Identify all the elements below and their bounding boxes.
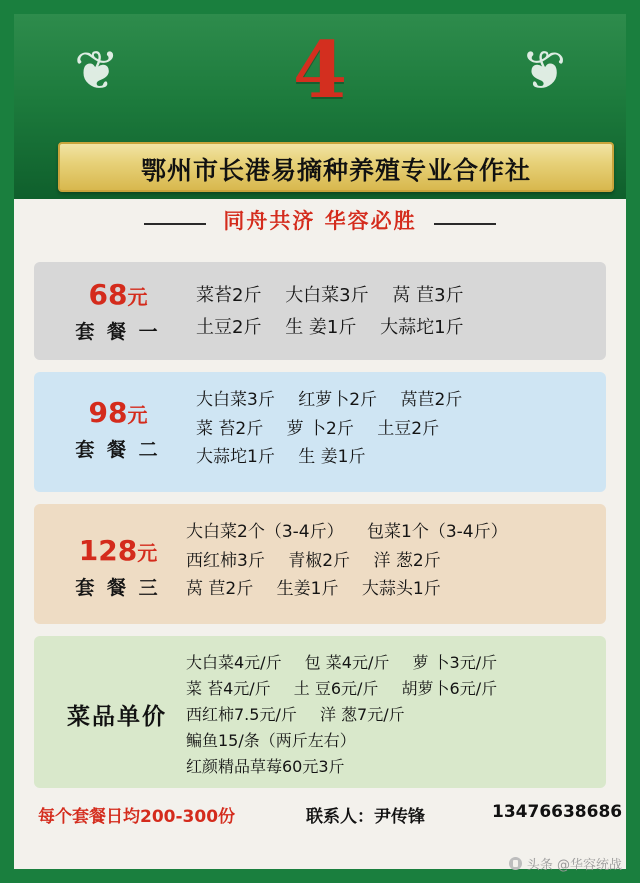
unit-price-row-4 (186, 728, 596, 754)
package-3-item: 大蒜头1斤 (361, 579, 441, 600)
watermark-text: 头条 @华容统战 (526, 858, 622, 873)
package-3-price-value: 128 (78, 534, 138, 567)
package-2-item: 大蒜坨1斤 (196, 447, 275, 468)
package-1-row-2 (196, 312, 596, 344)
poster-header-banner (14, 14, 626, 199)
package-2-item: 莴苣2斤 (400, 390, 463, 410)
package-1-item: 大蒜坨1斤 (380, 316, 464, 338)
package-3-item: 洋 葱2斤 (373, 550, 441, 571)
package-1-item: 大白菜3斤 (285, 285, 369, 306)
contact-person: 联系人：尹传锋 (306, 807, 425, 827)
unit-price-item: 胡萝卜6元/斤 (401, 678, 498, 698)
package-1-name: 套 餐 一 (75, 321, 161, 343)
package-3-name: 套 餐 三 (75, 577, 161, 599)
package-1-item: 莴 苣3斤 (392, 285, 464, 306)
unit-price-row-2 (186, 676, 596, 702)
package-2-price-column (48, 396, 188, 516)
package-3-item: 莴 苣2斤 (186, 579, 254, 600)
unit-price-title: 菜品单价 (67, 704, 167, 730)
package-2-price-value: 98 (88, 396, 128, 429)
package-2-price-unit: 元 (127, 403, 148, 427)
rule-left (144, 223, 206, 225)
package-1-item: 菜苔2斤 (196, 285, 262, 306)
package-3-price (48, 534, 188, 567)
package-3-items (186, 518, 596, 604)
unit-price-item: 洋 葱7元/斤 (319, 704, 405, 724)
daily-quantity-note: 每个套餐日均200-300份 (38, 807, 236, 827)
unit-price-item: 大白菜4元/斤 (186, 653, 282, 672)
poster-subtitle: 同舟共济 华容必胜 (223, 209, 417, 233)
package-1-item: 土豆2斤 (196, 316, 262, 338)
package-2-row-2 (196, 415, 596, 444)
unit-price-row-5 (186, 754, 596, 780)
package-3-item: 包菜1个（3-4斤） (367, 522, 508, 542)
contact-phone: 13476638686 (492, 802, 623, 822)
package-2-item: 土豆2斤 (377, 418, 440, 439)
unit-price-item: 西红柿7.5元/斤 (186, 704, 297, 724)
page-title: 鄂州市长港易摘种养殖专业合作社 (140, 156, 531, 185)
poster-number: 4 (292, 25, 348, 116)
watermark (509, 854, 622, 873)
package-3-price-unit: 元 (137, 541, 158, 565)
unit-price-card (34, 636, 606, 788)
flourish-left-icon: ❦ (74, 39, 120, 102)
rule-right (434, 223, 496, 225)
package-3-item: 生姜1斤 (276, 579, 339, 600)
unit-price-item: 鳊鱼15/条（两斤左右） (186, 730, 356, 750)
package-2-item: 大白菜3斤 (196, 390, 275, 410)
flourish-right-icon: ❦ (520, 39, 566, 102)
unit-price-item: 土 豆6元/斤 (293, 678, 379, 698)
package-2-name: 套 餐 二 (75, 439, 161, 461)
package-3-item: 青椒2斤 (288, 550, 351, 571)
unit-price-item: 菜 苔4元/斤 (186, 678, 271, 698)
watermark-icon (509, 857, 522, 870)
package-1-price (48, 278, 188, 311)
package-1-items (196, 280, 596, 343)
package-2-item: 菜 苔2斤 (196, 418, 264, 439)
package-2-row-3 (196, 443, 596, 472)
unit-price-item: 红颜精品草莓60元3斤 (186, 756, 345, 776)
package-1-price-unit: 元 (127, 285, 148, 309)
unit-price-item: 萝 卜3元/斤 (412, 653, 498, 672)
package-3-item: 大白菜2个（3-4斤） (186, 522, 344, 542)
package-2-row-1 (196, 386, 596, 415)
package-3-row-3 (186, 575, 596, 604)
package-2-item: 红萝卜2斤 (298, 390, 378, 410)
title-plaque (58, 142, 614, 192)
unit-price-row-1 (186, 650, 596, 676)
package-card-2 (34, 372, 606, 492)
package-3-row-1 (186, 518, 596, 547)
package-2-price (48, 396, 188, 429)
package-1-price-column (48, 278, 188, 376)
package-3-row-2 (186, 547, 596, 576)
unit-price-item: 包 菜4元/斤 (304, 653, 390, 672)
footer (14, 798, 626, 840)
package-1-price-value: 68 (88, 278, 128, 311)
package-2-item: 萝 卜2斤 (286, 418, 354, 439)
package-3-item: 西红柿3斤 (186, 550, 265, 571)
unit-price-items (186, 650, 596, 780)
package-2-item: 生 姜1斤 (298, 447, 366, 468)
unit-price-row-3 (186, 702, 596, 728)
package-card-3 (34, 504, 606, 624)
package-2-items (196, 386, 596, 472)
subtitle-row (14, 205, 626, 235)
package-card-1 (34, 262, 606, 360)
package-1-row-1 (196, 280, 596, 312)
package-1-item: 生 姜1斤 (285, 316, 357, 338)
